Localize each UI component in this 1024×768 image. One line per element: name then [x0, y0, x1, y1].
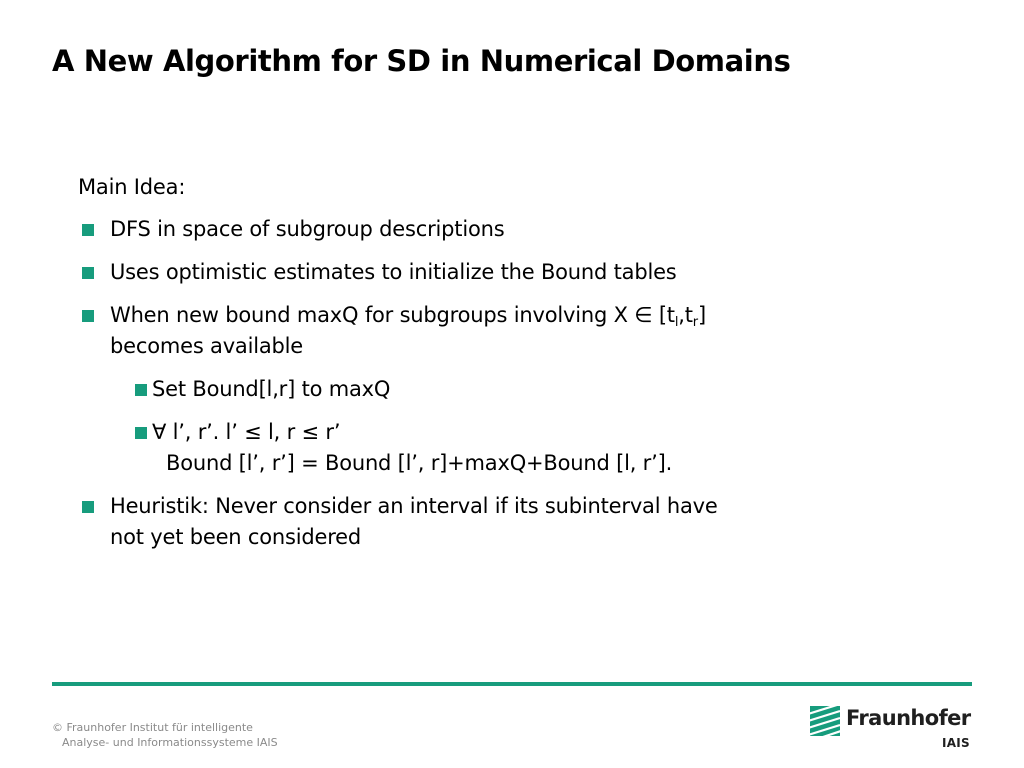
sub-bullet-text-line2: Bound [l’, r’] = Bound [l’, r]+maxQ+Bound [l, r’]. — [166, 451, 673, 475]
intro-text: Main Idea: — [78, 175, 186, 199]
sub-bullet-text: ∀ l’, r’. l’ ≤ l, r ≤ r’ — [152, 420, 341, 444]
bullet-text-part: When new bound maxQ for subgroups involving X ∈ [t — [110, 303, 675, 327]
bullet-text-line2: not yet been considered — [110, 525, 362, 549]
square-bullet-icon — [82, 267, 94, 279]
fraunhofer-logo — [810, 704, 972, 752]
square-bullet-icon — [82, 310, 94, 322]
bullet-item — [78, 491, 838, 553]
sub-bullet-item — [78, 417, 838, 479]
bullet-text: DFS in space of subgroup descriptions — [110, 217, 505, 241]
sub-bullet-item — [78, 374, 838, 405]
square-bullet-icon — [82, 224, 94, 236]
square-bullet-icon — [82, 501, 94, 513]
slide-title: A New Algorithm for SD in Numerical Domains — [52, 44, 791, 78]
bullet-text-line2: becomes available — [110, 334, 304, 358]
footer-copyright — [52, 720, 278, 750]
sub-bullet-text: Set Bound[l,r] to maxQ — [152, 377, 391, 401]
logo-institute: IAIS — [941, 736, 970, 750]
bullet-item — [78, 257, 838, 288]
bullet-text: Uses optimistic estimates to initialize the Bound tables — [110, 260, 677, 284]
square-bullet-icon — [135, 427, 147, 439]
footer-line-2: Analyse- und Informationssysteme IAIS — [62, 736, 278, 749]
fraunhofer-logo-icon — [810, 706, 840, 736]
subscript-l: l — [674, 315, 679, 330]
bullet-text-part: ] — [697, 303, 706, 327]
bullet-text: Heuristik: Never consider an interval if its subinterval have — [110, 494, 718, 518]
footer-line-1: © Fraunhofer Institut für intelligente — [52, 721, 253, 734]
bullet-item — [78, 214, 838, 245]
square-bullet-icon — [135, 384, 147, 396]
bullet-item — [78, 300, 838, 362]
slide-content — [78, 172, 838, 565]
bullet-text-part: ,t — [678, 303, 693, 327]
footer-divider — [52, 682, 972, 686]
logo-wordmark: Fraunhofer — [846, 706, 971, 730]
bullet-text — [110, 300, 838, 331]
subscript-r: r — [692, 315, 698, 330]
